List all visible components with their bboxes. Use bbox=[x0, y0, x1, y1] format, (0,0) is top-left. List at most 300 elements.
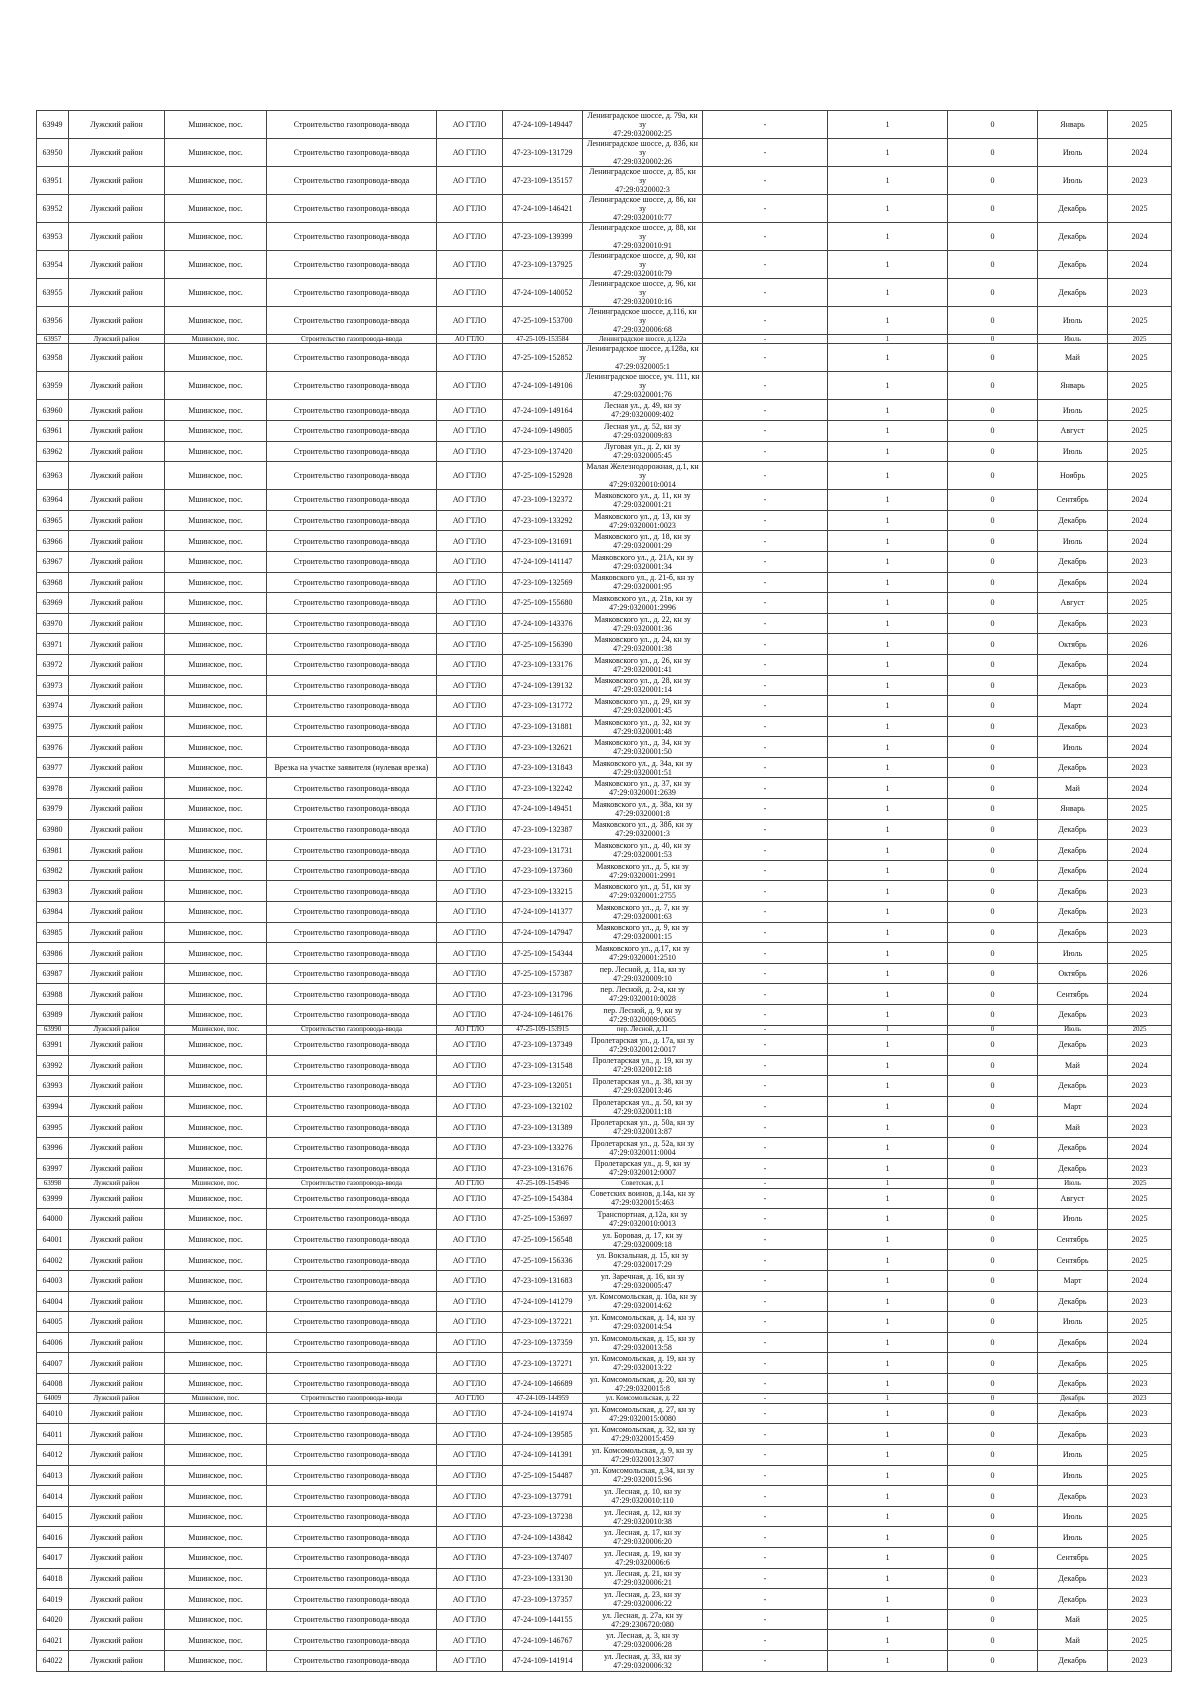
work-type-cell: Строительство газопровода-ввода bbox=[267, 420, 437, 441]
settlement-cell: Мшинское, пос. bbox=[165, 1055, 267, 1076]
table-row bbox=[37, 1055, 1172, 1076]
dash-cell: - bbox=[703, 1353, 828, 1374]
settlement-cell: Мшинское, пос. bbox=[165, 881, 267, 902]
zero-value-cell: 0 bbox=[948, 1005, 1038, 1026]
row-number-cell: 63980 bbox=[37, 819, 69, 840]
district-cell: Лужский район bbox=[69, 1229, 165, 1250]
organization-cell: АО ГТЛО bbox=[437, 840, 503, 861]
year-cell: 2023 bbox=[1108, 1035, 1172, 1056]
quantity-cell: 1 bbox=[828, 1096, 948, 1117]
address-line: Луговая ул., д. 2, кн зу bbox=[604, 442, 681, 452]
quantity-cell: 1 bbox=[828, 654, 948, 675]
dash-cell: - bbox=[703, 799, 828, 820]
row-number-cell: 63986 bbox=[37, 943, 69, 964]
work-type-cell: Строительство газопровода-ввода bbox=[267, 1353, 437, 1374]
table-row bbox=[37, 307, 1172, 335]
year-cell: 2023 bbox=[1108, 551, 1172, 572]
settlement-cell: Мшинское, пос. bbox=[165, 716, 267, 737]
organization-cell: АО ГТЛО bbox=[437, 1117, 503, 1138]
district-cell: Лужский район bbox=[69, 1025, 165, 1034]
application-code-cell: 47-23-109-133130 bbox=[503, 1568, 583, 1589]
zero-value-cell: 0 bbox=[948, 400, 1038, 421]
table-row bbox=[37, 111, 1172, 139]
dash-cell: - bbox=[703, 1548, 828, 1569]
district-cell: Лужский район bbox=[69, 1076, 165, 1097]
organization-cell: АО ГТЛО bbox=[437, 1055, 503, 1076]
cadastral-number: 47:29:0320006:20 bbox=[613, 1537, 672, 1547]
address-cell bbox=[583, 335, 703, 344]
address-line: Ленинградское шоссе, д. 79а, кн зу bbox=[587, 111, 698, 129]
year-cell: 2023 bbox=[1108, 716, 1172, 737]
year-cell: 2025 bbox=[1108, 111, 1172, 139]
cadastral-number: 47:29:0320012:0007 bbox=[609, 1168, 676, 1178]
zero-value-cell: 0 bbox=[948, 510, 1038, 531]
organization-cell: АО ГТЛО bbox=[437, 1188, 503, 1209]
dash-cell: - bbox=[703, 335, 828, 344]
district-cell: Лужский район bbox=[69, 1609, 165, 1630]
settlement-cell: Мшинское, пос. bbox=[165, 1486, 267, 1507]
cadastral-number: 47:29:0320001:2755 bbox=[609, 891, 676, 901]
organization-cell: АО ГТЛО bbox=[437, 223, 503, 251]
table-row bbox=[37, 441, 1172, 462]
year-cell: 2024 bbox=[1108, 1096, 1172, 1117]
address-cell bbox=[583, 634, 703, 655]
table-row bbox=[37, 1076, 1172, 1097]
month-cell: Декабрь bbox=[1038, 1076, 1108, 1097]
work-type-cell: Строительство газопровода-ввода bbox=[267, 1209, 437, 1230]
address-cell bbox=[583, 1250, 703, 1271]
zero-value-cell: 0 bbox=[948, 757, 1038, 778]
year-cell: 2023 bbox=[1108, 1158, 1172, 1179]
address-line: Маяковского ул., д. 7, кн зу bbox=[596, 902, 689, 912]
settlement-cell: Мшинское, пос. bbox=[165, 572, 267, 593]
quantity-cell: 1 bbox=[828, 1117, 948, 1138]
table-row bbox=[37, 1373, 1172, 1394]
work-type-cell: Строительство газопровода-ввода bbox=[267, 335, 437, 344]
organization-cell: АО ГТЛО bbox=[437, 778, 503, 799]
dash-cell: - bbox=[703, 1025, 828, 1034]
zero-value-cell: 0 bbox=[948, 1403, 1038, 1424]
work-type-cell: Строительство газопровода-ввода bbox=[267, 1035, 437, 1056]
organization-cell: АО ГТЛО bbox=[437, 1291, 503, 1312]
application-code-cell: 47-25-109-156548 bbox=[503, 1229, 583, 1250]
address-cell bbox=[583, 1353, 703, 1374]
year-cell: 2024 bbox=[1108, 1332, 1172, 1353]
application-code-cell: 47-23-109-133276 bbox=[503, 1137, 583, 1158]
quantity-cell: 1 bbox=[828, 1076, 948, 1097]
table-row bbox=[37, 984, 1172, 1005]
address-line: ул. Лесная, д. 21, кн зу bbox=[603, 1569, 682, 1579]
month-cell: Сентябрь bbox=[1038, 1250, 1108, 1271]
address-cell bbox=[583, 1117, 703, 1138]
work-type-cell: Строительство газопровода-ввода bbox=[267, 111, 437, 139]
organization-cell: АО ГТЛО bbox=[437, 551, 503, 572]
work-type-cell: Строительство газопровода-ввода bbox=[267, 1486, 437, 1507]
year-cell: 2025 bbox=[1108, 335, 1172, 344]
table-row bbox=[37, 551, 1172, 572]
quantity-cell: 1 bbox=[828, 111, 948, 139]
year-cell: 2025 bbox=[1108, 441, 1172, 462]
quantity-cell: 1 bbox=[828, 1188, 948, 1209]
dash-cell: - bbox=[703, 757, 828, 778]
quantity-cell: 1 bbox=[828, 963, 948, 984]
month-cell: Декабрь bbox=[1038, 1332, 1108, 1353]
address-line: Маяковского ул., д. 18, кн зу bbox=[594, 532, 691, 542]
settlement-cell: Мшинское, пос. bbox=[165, 167, 267, 195]
year-cell: 2023 bbox=[1108, 1424, 1172, 1445]
dash-cell: - bbox=[703, 922, 828, 943]
district-cell: Лужский район bbox=[69, 1291, 165, 1312]
settlement-cell: Мшинское, пос. bbox=[165, 1651, 267, 1672]
settlement-cell: Мшинское, пос. bbox=[165, 510, 267, 531]
application-code-cell: 47-23-109-137925 bbox=[503, 251, 583, 279]
month-cell: Сентябрь bbox=[1038, 1548, 1108, 1569]
cadastral-number: 47:29:0320001:51 bbox=[613, 767, 672, 777]
address-cell bbox=[583, 860, 703, 881]
work-type-cell: Строительство газопровода-ввода bbox=[267, 167, 437, 195]
table-row bbox=[37, 1209, 1172, 1230]
organization-cell: АО ГТЛО bbox=[437, 1651, 503, 1672]
address-cell bbox=[583, 1137, 703, 1158]
zero-value-cell: 0 bbox=[948, 195, 1038, 223]
table-row bbox=[37, 1096, 1172, 1117]
cadastral-number: 47:29:0320010:0028 bbox=[609, 994, 676, 1004]
settlement-cell: Мшинское, пос. bbox=[165, 195, 267, 223]
month-cell: Июль bbox=[1038, 335, 1108, 344]
address-cell bbox=[583, 1589, 703, 1610]
dash-cell: - bbox=[703, 420, 828, 441]
row-number-cell: 64006 bbox=[37, 1332, 69, 1353]
quantity-cell: 1 bbox=[828, 307, 948, 335]
district-cell: Лужский район bbox=[69, 1568, 165, 1589]
organization-cell: АО ГТЛО bbox=[437, 943, 503, 964]
year-cell: 2023 bbox=[1108, 613, 1172, 634]
zero-value-cell: 0 bbox=[948, 716, 1038, 737]
quantity-cell: 1 bbox=[828, 860, 948, 881]
table-row bbox=[37, 1270, 1172, 1291]
quantity-cell: 1 bbox=[828, 1158, 948, 1179]
dash-cell: - bbox=[703, 1568, 828, 1589]
organization-cell: АО ГТЛО bbox=[437, 654, 503, 675]
row-number-cell: 63992 bbox=[37, 1055, 69, 1076]
application-code-cell: 47-23-109-132372 bbox=[503, 490, 583, 511]
settlement-cell: Мшинское, пос. bbox=[165, 1353, 267, 1374]
table-row bbox=[37, 335, 1172, 344]
settlement-cell: Мшинское, пос. bbox=[165, 757, 267, 778]
work-type-cell: Строительство газопровода-ввода bbox=[267, 1055, 437, 1076]
settlement-cell: Мшинское, пос. bbox=[165, 1403, 267, 1424]
address-cell bbox=[583, 372, 703, 400]
address-line: Маяковского ул., д. 28, кн зу bbox=[594, 676, 691, 686]
organization-cell: АО ГТЛО bbox=[437, 963, 503, 984]
address-cell bbox=[583, 490, 703, 511]
table-row bbox=[37, 593, 1172, 614]
dash-cell: - bbox=[703, 1332, 828, 1353]
table-row bbox=[37, 510, 1172, 531]
address-cell bbox=[583, 1651, 703, 1672]
address-line: Маяковского ул., д. 9, кн зу bbox=[596, 923, 689, 933]
month-cell: Май bbox=[1038, 778, 1108, 799]
month-cell: Декабрь bbox=[1038, 1651, 1108, 1672]
dash-cell: - bbox=[703, 1527, 828, 1548]
district-cell: Лужский район bbox=[69, 279, 165, 307]
organization-cell: АО ГТЛО bbox=[437, 510, 503, 531]
row-number-cell: 63999 bbox=[37, 1188, 69, 1209]
district-cell: Лужский район bbox=[69, 922, 165, 943]
address-cell bbox=[583, 400, 703, 421]
year-cell: 2025 bbox=[1108, 1445, 1172, 1466]
row-number-cell: 63989 bbox=[37, 1005, 69, 1026]
settlement-cell: Мшинское, пос. bbox=[165, 1158, 267, 1179]
organization-cell: АО ГТЛО bbox=[437, 307, 503, 335]
address-cell bbox=[583, 139, 703, 167]
district-cell: Лужский район bbox=[69, 167, 165, 195]
dash-cell: - bbox=[703, 943, 828, 964]
application-code-cell: 47-23-109-137271 bbox=[503, 1353, 583, 1374]
application-code-cell: 47-23-109-133176 bbox=[503, 654, 583, 675]
row-number-cell: 64013 bbox=[37, 1465, 69, 1486]
address-line: ул. Лесная, д. 12, кн зу bbox=[603, 1507, 682, 1517]
application-code-cell: 47-23-109-133215 bbox=[503, 881, 583, 902]
zero-value-cell: 0 bbox=[948, 111, 1038, 139]
work-type-cell: Строительство газопровода-ввода bbox=[267, 307, 437, 335]
zero-value-cell: 0 bbox=[948, 1117, 1038, 1138]
row-number-cell: 63964 bbox=[37, 490, 69, 511]
row-number-cell: 63970 bbox=[37, 613, 69, 634]
organization-cell: АО ГТЛО bbox=[437, 1403, 503, 1424]
year-cell: 2023 bbox=[1108, 1486, 1172, 1507]
settlement-cell: Мшинское, пос. bbox=[165, 922, 267, 943]
district-cell: Лужский район bbox=[69, 420, 165, 441]
application-code-cell: 47-23-109-131796 bbox=[503, 984, 583, 1005]
cadastral-number: 47:29:0320006:68 bbox=[613, 325, 672, 334]
cadastral-number: 47:29:0320001:2639 bbox=[609, 788, 676, 798]
month-cell: Декабрь bbox=[1038, 195, 1108, 223]
work-type-cell: Строительство газопровода-ввода bbox=[267, 1270, 437, 1291]
application-code-cell: 47-23-109-131772 bbox=[503, 696, 583, 717]
zero-value-cell: 0 bbox=[948, 984, 1038, 1005]
dash-cell: - bbox=[703, 1229, 828, 1250]
quantity-cell: 1 bbox=[828, 1332, 948, 1353]
settlement-cell: Мшинское, пос. bbox=[165, 1609, 267, 1630]
organization-cell: АО ГТЛО bbox=[437, 1158, 503, 1179]
cadastral-number: 47:29:0320010:0014 bbox=[609, 480, 676, 490]
zero-value-cell: 0 bbox=[948, 1445, 1038, 1466]
dash-cell: - bbox=[703, 593, 828, 614]
cadastral-number: 47:29:0320015:463 bbox=[611, 1198, 674, 1208]
settlement-cell: Мшинское, пос. bbox=[165, 1291, 267, 1312]
application-code-cell: 47-23-109-131729 bbox=[503, 139, 583, 167]
work-type-cell: Строительство газопровода-ввода bbox=[267, 490, 437, 511]
district-cell: Лужский район bbox=[69, 1137, 165, 1158]
district-cell: Лужский район bbox=[69, 490, 165, 511]
quantity-cell: 1 bbox=[828, 551, 948, 572]
district-cell: Лужский район bbox=[69, 251, 165, 279]
address-cell bbox=[583, 1055, 703, 1076]
row-number-cell: 64007 bbox=[37, 1353, 69, 1374]
zero-value-cell: 0 bbox=[948, 634, 1038, 655]
table-row bbox=[37, 778, 1172, 799]
month-cell: Декабрь bbox=[1038, 1394, 1108, 1403]
work-type-cell: Строительство газопровода-ввода bbox=[267, 1527, 437, 1548]
work-type-cell: Строительство газопровода-ввода bbox=[267, 400, 437, 421]
settlement-cell: Мшинское, пос. bbox=[165, 531, 267, 552]
cadastral-number: 47:29:0320006:22 bbox=[613, 1599, 672, 1609]
month-cell: Декабрь bbox=[1038, 654, 1108, 675]
cadastral-number: 47:29:0320001:76 bbox=[613, 390, 672, 400]
cadastral-number: 47:29:0320015:459 bbox=[611, 1434, 674, 1444]
zero-value-cell: 0 bbox=[948, 335, 1038, 344]
month-cell: Июль bbox=[1038, 1465, 1108, 1486]
row-number-cell: 64020 bbox=[37, 1609, 69, 1630]
organization-cell: АО ГТЛО bbox=[437, 1373, 503, 1394]
address-cell bbox=[583, 1486, 703, 1507]
zero-value-cell: 0 bbox=[948, 251, 1038, 279]
year-cell: 2025 bbox=[1108, 1465, 1172, 1486]
month-cell: Май bbox=[1038, 1055, 1108, 1076]
zero-value-cell: 0 bbox=[948, 1229, 1038, 1250]
settlement-cell: Мшинское, пос. bbox=[165, 1229, 267, 1250]
address-line: Пролетарская ул., д. 50, кн зу bbox=[592, 1097, 693, 1107]
address-line: Маяковского ул., д. 21-б, кн зу bbox=[590, 573, 695, 583]
organization-cell: АО ГТЛО bbox=[437, 1332, 503, 1353]
address-line: Маяковского ул., д. 11, кн зу bbox=[594, 490, 691, 500]
zero-value-cell: 0 bbox=[948, 963, 1038, 984]
application-code-cell: 47-25-109-154344 bbox=[503, 943, 583, 964]
district-cell: Лужский район bbox=[69, 819, 165, 840]
district-cell: Лужский район bbox=[69, 1403, 165, 1424]
quantity-cell: 1 bbox=[828, 490, 948, 511]
address-line: Советских воинов, д.14а, кн зу bbox=[590, 1189, 695, 1199]
table-row bbox=[37, 1188, 1172, 1209]
application-code-cell: 47-24-109-149451 bbox=[503, 799, 583, 820]
district-cell: Лужский район bbox=[69, 139, 165, 167]
cadastral-number: 47:29:0320015:0080 bbox=[609, 1413, 676, 1423]
quantity-cell: 1 bbox=[828, 1312, 948, 1333]
row-number-cell: 64022 bbox=[37, 1651, 69, 1672]
application-code-cell: 47-24-109-139132 bbox=[503, 675, 583, 696]
zero-value-cell: 0 bbox=[948, 1589, 1038, 1610]
dash-cell: - bbox=[703, 860, 828, 881]
quantity-cell: 1 bbox=[828, 139, 948, 167]
dash-cell: - bbox=[703, 510, 828, 531]
settlement-cell: Мшинское, пос. bbox=[165, 675, 267, 696]
table-row bbox=[37, 139, 1172, 167]
zero-value-cell: 0 bbox=[948, 572, 1038, 593]
work-type-cell: Строительство газопровода-ввода bbox=[267, 922, 437, 943]
year-cell: 2024 bbox=[1108, 139, 1172, 167]
table-row bbox=[37, 1651, 1172, 1672]
address-cell bbox=[583, 1158, 703, 1179]
address-line: Маяковского ул., д. 13, кн зу bbox=[594, 511, 691, 521]
row-number-cell: 63951 bbox=[37, 167, 69, 195]
organization-cell: АО ГТЛО bbox=[437, 881, 503, 902]
address-line: ул. Комсомольская, д. 20, кн зу bbox=[589, 1374, 696, 1384]
application-code-cell: 47-25-109-156390 bbox=[503, 634, 583, 655]
application-code-cell: 47-24-109-143376 bbox=[503, 613, 583, 634]
month-cell: Август bbox=[1038, 420, 1108, 441]
year-cell: 2023 bbox=[1108, 279, 1172, 307]
organization-cell: АО ГТЛО bbox=[437, 902, 503, 923]
organization-cell: АО ГТЛО bbox=[437, 1445, 503, 1466]
settlement-cell: Мшинское, пос. bbox=[165, 778, 267, 799]
month-cell: Декабрь bbox=[1038, 1291, 1108, 1312]
cadastral-number: 47:29:0320001:95 bbox=[613, 582, 672, 592]
organization-cell: АО ГТЛО bbox=[437, 716, 503, 737]
settlement-cell: Мшинское, пос. bbox=[165, 420, 267, 441]
address-line: Маяковского ул., д. 21А, кн зу bbox=[591, 552, 694, 562]
work-type-cell: Строительство газопровода-ввода bbox=[267, 799, 437, 820]
cadastral-number: 47:29:0320010:38 bbox=[613, 1516, 672, 1526]
cadastral-number: 47:29:0320013:307 bbox=[611, 1454, 674, 1464]
application-code-cell: 47-23-109-133292 bbox=[503, 510, 583, 531]
organization-cell: АО ГТЛО bbox=[437, 613, 503, 634]
application-code-cell: 47-23-109-137420 bbox=[503, 441, 583, 462]
settlement-cell: Мшинское, пос. bbox=[165, 1096, 267, 1117]
month-cell: Май bbox=[1038, 1609, 1108, 1630]
district-cell: Лужский район bbox=[69, 1209, 165, 1230]
dash-cell: - bbox=[703, 344, 828, 372]
month-cell: Июль bbox=[1038, 1209, 1108, 1230]
district-cell: Лужский район bbox=[69, 195, 165, 223]
year-cell: 2025 bbox=[1108, 943, 1172, 964]
cadastral-number: 47:29:0320006:32 bbox=[613, 1660, 672, 1670]
district-cell: Лужский район bbox=[69, 1486, 165, 1507]
organization-cell: АО ГТЛО bbox=[437, 1025, 503, 1034]
address-line: Маяковского ул., д. 34а, кн зу bbox=[592, 758, 693, 768]
work-type-cell: Строительство газопровода-ввода bbox=[267, 1005, 437, 1026]
work-type-cell: Строительство газопровода-ввода bbox=[267, 1506, 437, 1527]
address-line: Советская, д.1 bbox=[621, 1178, 664, 1187]
district-cell: Лужский район bbox=[69, 716, 165, 737]
work-type-cell: Строительство газопровода-ввода bbox=[267, 840, 437, 861]
district-cell: Лужский район bbox=[69, 551, 165, 572]
address-cell bbox=[583, 984, 703, 1005]
work-type-cell: Строительство газопровода-ввода bbox=[267, 819, 437, 840]
quantity-cell: 1 bbox=[828, 1506, 948, 1527]
row-number-cell: 64002 bbox=[37, 1250, 69, 1271]
district-cell: Лужский район bbox=[69, 1117, 165, 1138]
organization-cell: АО ГТЛО bbox=[437, 675, 503, 696]
work-type-cell: Строительство газопровода-ввода bbox=[267, 778, 437, 799]
application-code-cell: 47-25-109-156336 bbox=[503, 1250, 583, 1271]
year-cell: 2023 bbox=[1108, 1403, 1172, 1424]
year-cell: 2025 bbox=[1108, 799, 1172, 820]
row-number-cell: 63983 bbox=[37, 881, 69, 902]
quantity-cell: 1 bbox=[828, 1291, 948, 1312]
table-row bbox=[37, 1117, 1172, 1138]
month-cell: Декабрь bbox=[1038, 279, 1108, 307]
address-line: Ленинградское шоссе, д. 83б, кн зу bbox=[587, 139, 698, 157]
cadastral-number: 47:29:0320009:0065 bbox=[609, 1014, 676, 1024]
month-cell: Декабрь bbox=[1038, 251, 1108, 279]
zero-value-cell: 0 bbox=[948, 1025, 1038, 1034]
month-cell: Март bbox=[1038, 1270, 1108, 1291]
work-type-cell: Строительство газопровода-ввода bbox=[267, 860, 437, 881]
table-row bbox=[37, 251, 1172, 279]
year-cell: 2025 bbox=[1108, 1548, 1172, 1569]
settlement-cell: Мшинское, пос. bbox=[165, 984, 267, 1005]
organization-cell: АО ГТЛО bbox=[437, 922, 503, 943]
month-cell: Июль bbox=[1038, 1312, 1108, 1333]
address-line: Пролетарская ул., д. 38, кн зу bbox=[592, 1076, 693, 1086]
address-cell bbox=[583, 799, 703, 820]
month-cell: Декабрь bbox=[1038, 1589, 1108, 1610]
application-code-cell: 47-25-109-152928 bbox=[503, 462, 583, 490]
application-code-cell: 47-24-109-149805 bbox=[503, 420, 583, 441]
settlement-cell: Мшинское, пос. bbox=[165, 1117, 267, 1138]
row-number-cell: 63952 bbox=[37, 195, 69, 223]
